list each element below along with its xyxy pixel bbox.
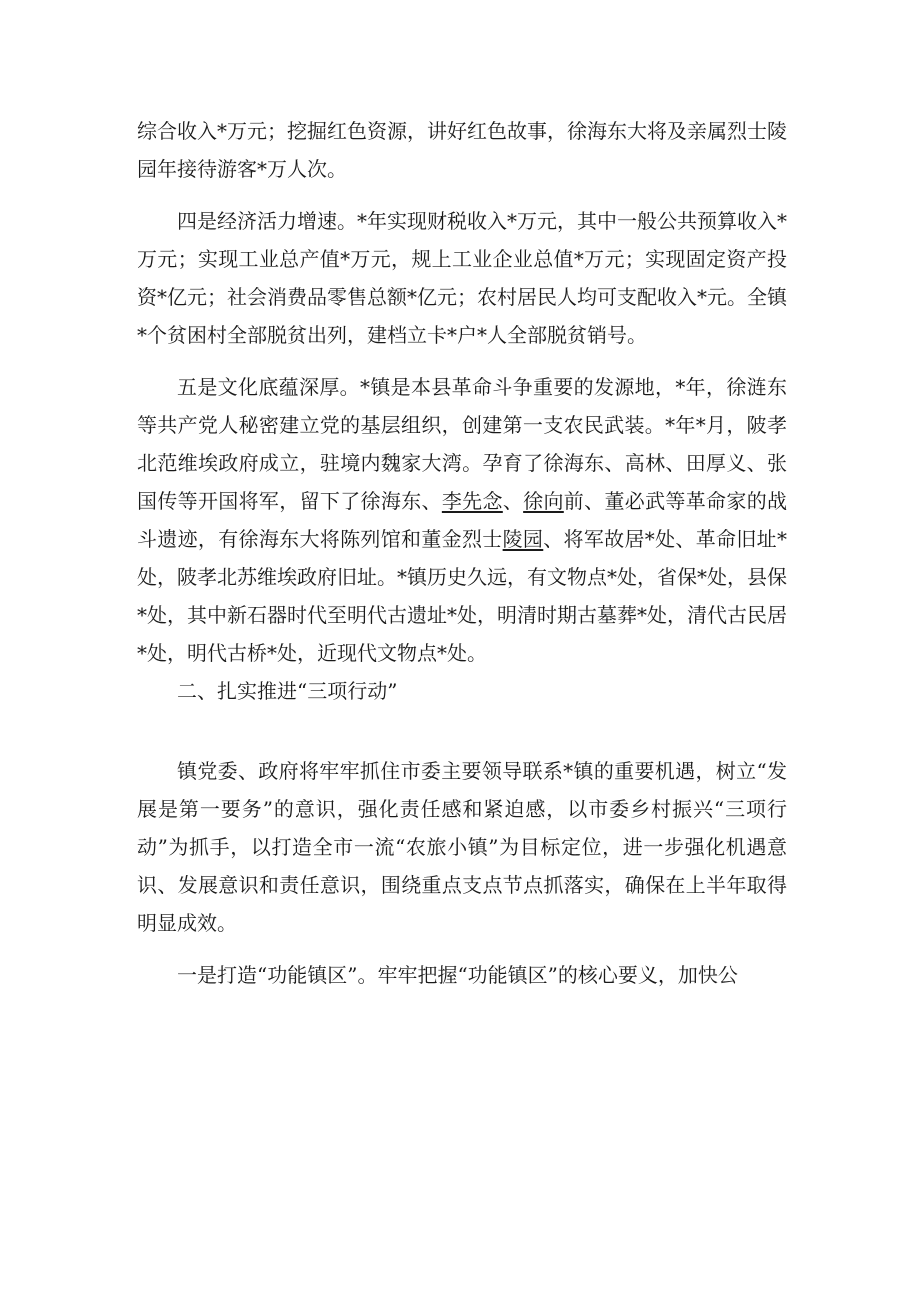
paragraph-income: 综合收入*万元；挖掘红色资源，讲好红色故事，徐海东大将及亲属烈士陵园年接待游客*万人次。 [137,119,787,181]
paragraph-function-town: 一是打造“功能镇区”。牢牢把握“功能镇区”的核心要义，加快公 [177,963,738,987]
culture-text-b: 、 [502,489,524,513]
document-page [137,112,787,994]
link-lingyuan[interactable]: 陵园 [502,527,544,551]
culture-text-d: 、将军故居*处、革命旧址*处，陂孝北苏维埃政府旧址。*镇历史久远，有文物点*处，省保*处，县保*处，其中新石器时代至明代古遗址*处，明清时期古墓葬*处，清代古民居*处，明代古桥*处，近现代文物点*处。 [137,527,787,665]
culture-text-a: 五是文化底蕴深厚。*镇是本县革命斗争重要的发源地，*年，徐涟东等共产党人秘密建立党的基层组织，创建第一支农民武装。*年*月，陂孝北范维埃政府成立，驻境内魏家大湾。孕育了徐海东、高林、田厚义、张国传等开国将军，留下了徐海东、 [137,375,787,513]
section-heading: 二、扎实推进“三项行动” [177,679,398,703]
paragraph-action-plan: 镇党委、政府将牢牢抓住市委主要领导联系*镇的重要机遇，树立“发展是第一要务”的意识，强化责任感和紧迫感，以市委乡村振兴“三项行动”为抓手，以打造全市一流“农旅小镇”为目标定位，进一步强化机遇意识、发展意识和责任意识，围绕重点支点节点抓落实，确保在上半年取得明显成效。 [137,759,787,935]
culture-text-c: 前、董必武等革命家的战斗遗迹，有徐海东大将陈列馆和董金烈士 [137,489,788,551]
link-li-xiannian[interactable]: 李先念 [441,489,503,513]
link-xu-xiang[interactable]: 徐向 [523,489,564,513]
paragraph-culture [137,368,787,672]
paragraph-economy: 四是经济活力增速。*年实现财税收入*万元，其中一般公共预算收入*万元；实现工业总产值*万元，规上工业企业总值*万元；实现固定资产投资*亿元；社会消费品零售总额*亿元；农村居民人均可支配收入*元。全镇*个贫困村全部脱贫出列，建档立卡*户*人全部脱贫销号。 [137,209,787,347]
